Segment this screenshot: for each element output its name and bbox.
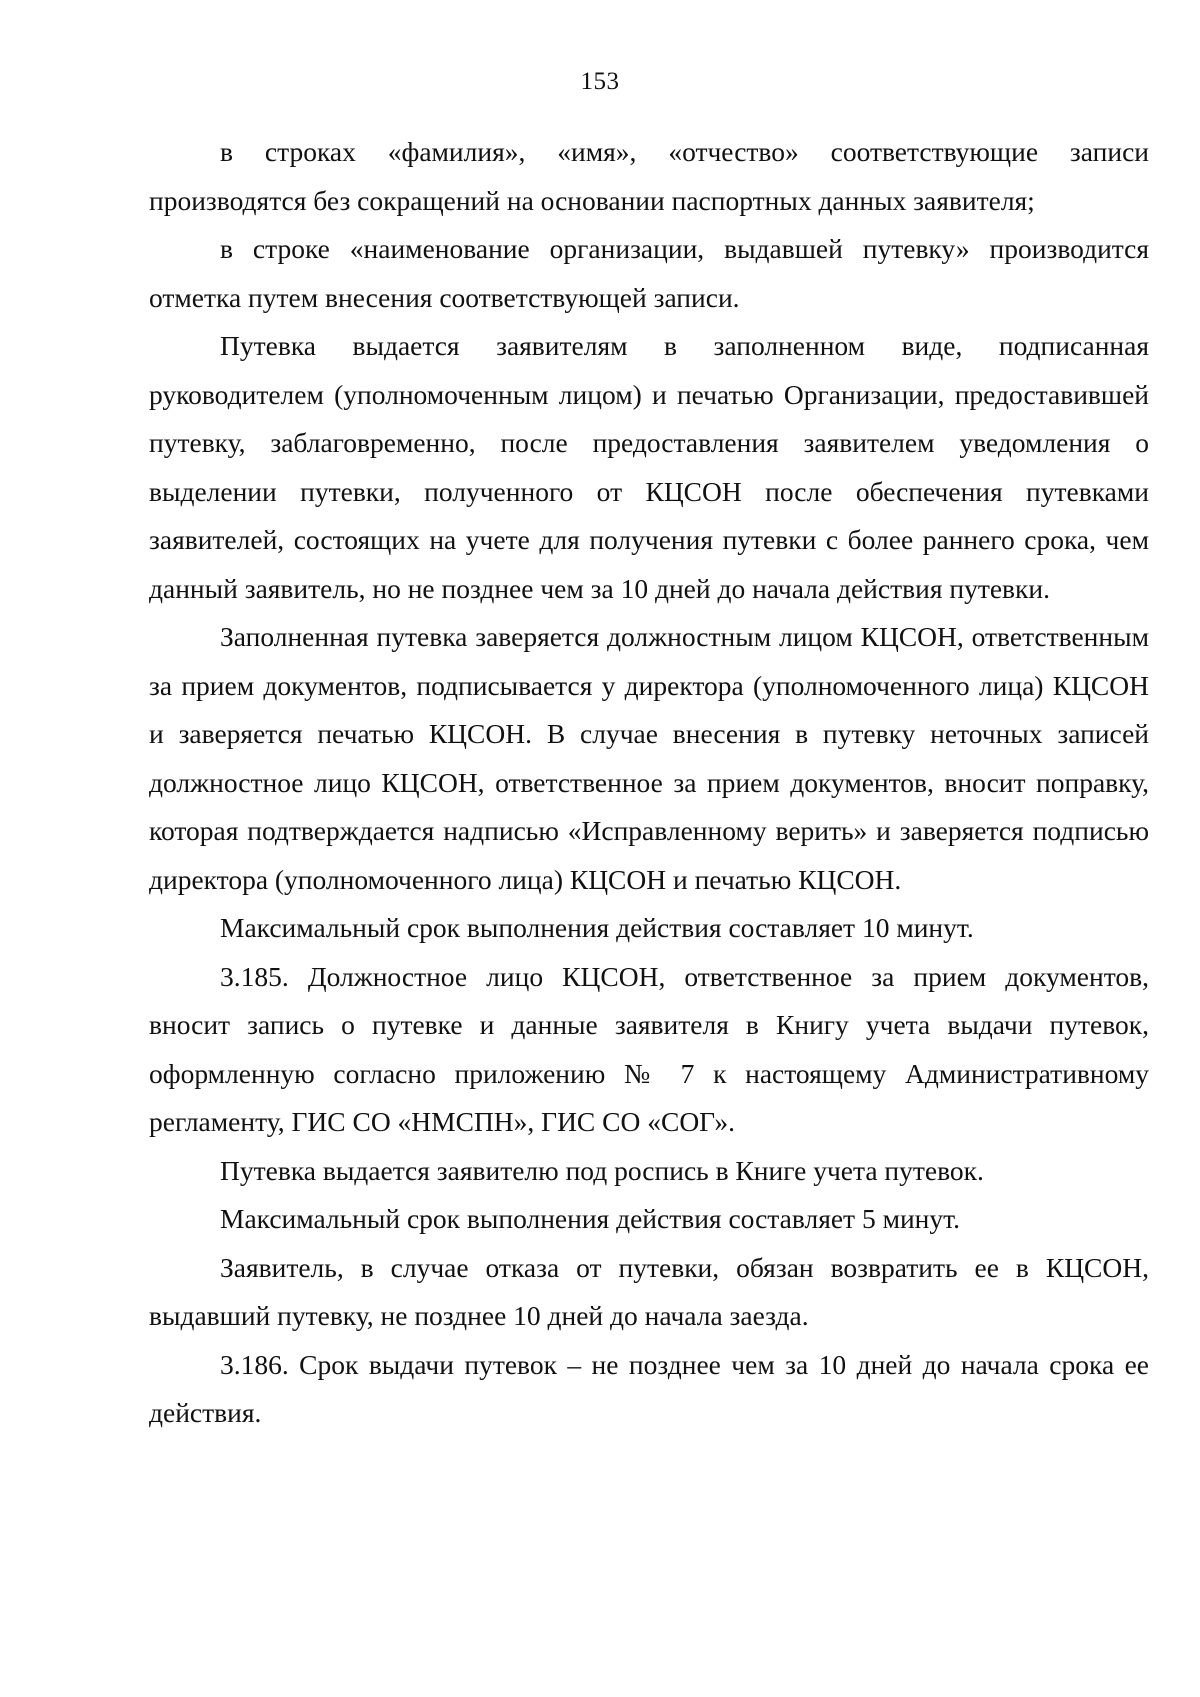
paragraph: 3.186. Срок выдачи путевок – не позднее чем за 10 дней до начала срока ее действия.: [149, 1348, 1149, 1428]
paragraph: Максимальный срок выполнения действия составляет 10 минут.: [220, 912, 974, 943]
paragraph: Заявитель, в случае отказа от путевки, обязан возвратить ее в КЦСОН, выдавший путевку, не позднее 10 дней до начала заезда.: [149, 1251, 1149, 1331]
paragraph: в строках «фамилия», «имя», «отчество» соответствующие записи производятся без сокращений на основании паспортных данных заявителя;: [149, 136, 1149, 216]
paragraph: Путевка выдается заявителям в заполненном виде, подписанная руководителем (уполномоченным лицом) и печатью Организации, предоставившей путевку, заблаговременно, после предоставления заявителем уведомления о выделении путевки, полученного от КЦСОН после обеспечения путевками заявителей, состоящих на учете для получения путевки с более раннего срока, чем данный заявитель, но не позднее чем за 10 дней до начала действия путевки.: [149, 330, 1149, 604]
paragraph: Путевка выдается заявителю под роспись в Книге учета путевок.: [220, 1154, 984, 1186]
paragraph: Максимальный срок выполнения действия составляет 5 минут.: [220, 1203, 960, 1234]
page-number: 153: [580, 68, 620, 95]
paragraph: Заполненная путевка заверяется должностным лицом КЦСОН, ответственным за прием документов, подписывается у директора (уполномоченного лица) КЦСОН и заверяется печатью КЦСОН. В случае внесения в путевку неточных записей должностное лицо КЦСОН, ответственное за прием документов, вносит поправку, которая подтверждается надписью «Исправленному верить» и заверяется подписью директора (уполномоченного лица) КЦСОН и печатью КЦСОН.: [149, 621, 1149, 895]
paragraph: 3.185. Должностное лицо КЦСОН, ответственное за прием документов, вносит запись о путевке и данные заявителя в Книгу учета выдачи путевок, оформленную согласно приложению № 7 к настоящему Административному регламенту, ГИС СО «НМСПН», ГИС СО «СОГ».: [149, 960, 1149, 1137]
paragraph: в строке «наименование организации, выдавшей путевку» производится отметка путем внесения соответствующей записи.: [149, 233, 1149, 313]
document-body: [149, 128, 1149, 1438]
